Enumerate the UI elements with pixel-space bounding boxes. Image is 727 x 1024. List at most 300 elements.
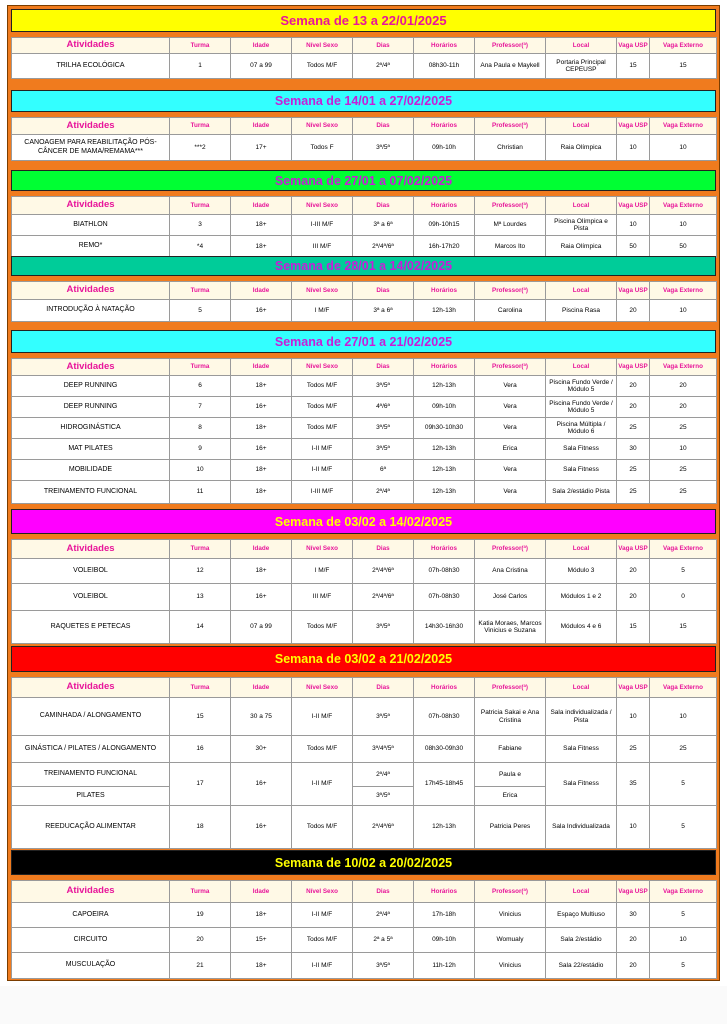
cell-nivel: Todos M/F	[292, 54, 353, 79]
table-row	[12, 559, 717, 584]
cell-vaga-externo: 25	[650, 460, 717, 481]
cell-vaga-externo: 15	[650, 611, 717, 644]
cell-vaga-usp: 15	[617, 611, 650, 644]
cell-atividade: HIDROGINÁSTICA	[12, 418, 170, 439]
table-row	[12, 376, 717, 397]
cell-idade: 18+	[231, 215, 292, 236]
column-header-vaga-externo: Vaga Externo	[650, 359, 717, 376]
cell-vaga-usp: 10	[617, 806, 650, 849]
cell-local: Sala Fitness	[546, 439, 617, 460]
column-header-turma: Turma	[170, 678, 231, 698]
activities-table	[11, 358, 717, 504]
column-header-turma: Turma	[170, 38, 231, 54]
cell-idade: 18+	[231, 236, 292, 258]
cell-nivel: I M/F	[292, 559, 353, 584]
cell-horarios: 17h-18h	[414, 903, 475, 928]
column-header-professor: Professor(ª)	[475, 540, 546, 559]
cell-local: Módulo 3	[546, 559, 617, 584]
cell-turma: 7	[170, 397, 231, 418]
cell-local: Raia Olímpica	[546, 135, 617, 161]
cell-turma: 5	[170, 300, 231, 322]
cell-turma: 9	[170, 439, 231, 460]
table-row	[12, 215, 717, 236]
column-header-idade: Idade	[231, 282, 292, 300]
cell-turma: 21	[170, 953, 231, 979]
cell-vaga-usp: 20	[617, 376, 650, 397]
cell-local: Sala 2/estádio Pista	[546, 481, 617, 504]
cell-turma: *4	[170, 236, 231, 258]
table-row	[12, 611, 717, 644]
table-row	[12, 928, 717, 953]
cell-local: Módulos 4 e 6	[546, 611, 617, 644]
column-header-atividades: Atividades	[12, 881, 170, 903]
column-header-vaga-externo: Vaga Externo	[650, 678, 717, 698]
table-header-row	[12, 282, 717, 300]
cell-local: Módulos 1 e 2	[546, 584, 617, 611]
cell-professor: Vera	[475, 460, 546, 481]
column-header-vaga-usp: Vaga USP	[617, 678, 650, 698]
cell-atividade: CIRCUITO	[12, 928, 170, 953]
column-header-vaga-usp: Vaga USP	[617, 881, 650, 903]
cell-vaga-externo: 25	[650, 481, 717, 504]
cell-dias: 3ª/4ª/5ª	[353, 736, 414, 763]
table-row	[12, 300, 717, 322]
cell-vaga-usp: 25	[617, 460, 650, 481]
cell-professor: Vera	[475, 418, 546, 439]
cell-nivel: Todos M/F	[292, 397, 353, 418]
cell-professor-2: Erica	[475, 787, 546, 806]
cell-vaga-externo: 10	[650, 698, 717, 736]
column-header-horarios: Horários	[414, 38, 475, 54]
cell-idade: 16+	[231, 584, 292, 611]
column-header-horarios: Horários	[414, 197, 475, 215]
cell-vaga-usp: 25	[617, 481, 650, 504]
column-header-atividades: Atividades	[12, 359, 170, 376]
cell-dias: 3ª a 6ª	[353, 300, 414, 322]
cell-professor: Vinicius	[475, 903, 546, 928]
table-row	[12, 135, 717, 161]
cell-atividade: DEEP RUNNING	[12, 376, 170, 397]
cell-vaga-externo: 15	[650, 54, 717, 79]
column-header-vaga-externo: Vaga Externo	[650, 881, 717, 903]
cell-dias: 3ª/5ª	[353, 439, 414, 460]
column-header-professor: Professor(ª)	[475, 282, 546, 300]
cell-atividade: REEDUCAÇÃO ALIMENTAR	[12, 806, 170, 849]
cell-atividade: CANOAGEM PARA REABILITAÇÃO PÓS-CÂNCER DE MAMA/REMAMA***	[12, 135, 170, 161]
week-title: Semana de 28/01 a 14/02/2025	[11, 256, 716, 276]
column-header-dias: Dias	[353, 540, 414, 559]
cell-local: Sala Fitness	[546, 736, 617, 763]
column-header-idade: Idade	[231, 38, 292, 54]
column-header-vaga-externo: Vaga Externo	[650, 197, 717, 215]
cell-vaga-usp: 30	[617, 903, 650, 928]
cell-nivel: III M/F	[292, 584, 353, 611]
cell-local: Piscina Fundo Verde / Módulo 5	[546, 397, 617, 418]
table-row	[12, 54, 717, 79]
cell-horarios: 16h-17h20	[414, 236, 475, 258]
cell-horarios: 07h-08h30	[414, 584, 475, 611]
cell-vaga-externo: 10	[650, 135, 717, 161]
cell-professor: Erica	[475, 439, 546, 460]
column-header-atividades: Atividades	[12, 540, 170, 559]
cell-idade: 18+	[231, 376, 292, 397]
week-title: Semana de 27/01 a 21/02/2025	[11, 330, 716, 353]
cell-vaga-usp: 20	[617, 559, 650, 584]
column-header-professor: Professor(ª)	[475, 678, 546, 698]
cell-nivel: I-III M/F	[292, 481, 353, 504]
column-header-vaga-usp: Vaga USP	[617, 359, 650, 376]
cell-dias: 6ª	[353, 460, 414, 481]
cell-idade: 18+	[231, 953, 292, 979]
activities-table	[11, 281, 717, 322]
cell-atividade: DEEP RUNNING	[12, 397, 170, 418]
cell-horarios: 08h30-09h30	[414, 736, 475, 763]
cell-local: Espaço Multiuso	[546, 903, 617, 928]
column-header-vaga-usp: Vaga USP	[617, 38, 650, 54]
cell-turma: 19	[170, 903, 231, 928]
cell-dias: 3ª/5ª	[353, 376, 414, 397]
cell-dias: 2ª/4ª	[353, 54, 414, 79]
cell-vaga-externo: 10	[650, 215, 717, 236]
cell-dias: 2ª/4ª	[353, 903, 414, 928]
cell-vaga-usp: 20	[617, 953, 650, 979]
cell-horarios: 12h-13h	[414, 300, 475, 322]
cell-professor: Patricia Sakai e Ana Cristina	[475, 698, 546, 736]
cell-turma: 10	[170, 460, 231, 481]
cell-turma: 11	[170, 481, 231, 504]
column-header-turma: Turma	[170, 540, 231, 559]
column-header-nivel: Nível Sexo	[292, 118, 353, 135]
cell-dias: 2ª/4ª/6ª	[353, 236, 414, 258]
cell-local: Sala individualizada / Pista	[546, 698, 617, 736]
column-header-nivel: Nível Sexo	[292, 678, 353, 698]
cell-nivel: Todos F	[292, 135, 353, 161]
cell-idade: 17+	[231, 135, 292, 161]
cell-dias: 3ª/5ª	[353, 953, 414, 979]
cell-vaga-usp: 10	[617, 698, 650, 736]
cell-vaga-usp: 15	[617, 54, 650, 79]
table-row	[12, 736, 717, 763]
cell-professor: Vera	[475, 397, 546, 418]
cell-vaga-usp: 25	[617, 736, 650, 763]
cell-idade: 18+	[231, 460, 292, 481]
table-row	[12, 903, 717, 928]
table-row	[12, 953, 717, 979]
cell-vaga-externo: 20	[650, 397, 717, 418]
cell-dias: 3ª/5ª	[353, 698, 414, 736]
table-header-row	[12, 359, 717, 376]
cell-atividade: TREINAMENTO FUNCIONAL	[12, 763, 170, 787]
cell-professor: Vinicius	[475, 953, 546, 979]
cell-vaga-externo: 25	[650, 736, 717, 763]
column-header-nivel: Nível Sexo	[292, 282, 353, 300]
cell-idade: 16+	[231, 439, 292, 460]
table-header-row	[12, 38, 717, 54]
cell-professor: Ana Cristina	[475, 559, 546, 584]
column-header-vaga-externo: Vaga Externo	[650, 38, 717, 54]
cell-vaga-usp: 20	[617, 584, 650, 611]
cell-dias: 3ª/5ª	[353, 418, 414, 439]
cell-idade: 07 a 99	[231, 54, 292, 79]
column-header-local: Local	[546, 359, 617, 376]
cell-vaga-externo: 10	[650, 928, 717, 953]
column-header-professor: Professor(ª)	[475, 197, 546, 215]
cell-turma: ***2	[170, 135, 231, 161]
column-header-nivel: Nível Sexo	[292, 881, 353, 903]
column-header-horarios: Horários	[414, 118, 475, 135]
cell-atividade: RAQUETES E PETECAS	[12, 611, 170, 644]
cell-turma: 12	[170, 559, 231, 584]
table-row	[12, 763, 717, 787]
cell-idade: 30 a 75	[231, 698, 292, 736]
table-row	[12, 584, 717, 611]
cell-professor: Carolina	[475, 300, 546, 322]
cell-atividade: CAMINHADA / ALONGAMENTO	[12, 698, 170, 736]
column-header-horarios: Horários	[414, 359, 475, 376]
week-title: Semana de 27/01 a 07/02/2025	[11, 170, 716, 191]
cell-local: Raia Olímpica	[546, 236, 617, 258]
column-header-turma: Turma	[170, 282, 231, 300]
cell-professor: Christian	[475, 135, 546, 161]
cell-horarios: 12h-13h	[414, 481, 475, 504]
table-row	[12, 418, 717, 439]
column-header-vaga-externo: Vaga Externo	[650, 540, 717, 559]
cell-turma: 6	[170, 376, 231, 397]
cell-idade: 18+	[231, 481, 292, 504]
cell-turma: 16	[170, 736, 231, 763]
table-row	[12, 698, 717, 736]
cell-dias: 2ª/4ª/6ª	[353, 806, 414, 849]
cell-horarios: 08h30-11h	[414, 54, 475, 79]
table-row	[12, 439, 717, 460]
activities-table	[11, 677, 717, 849]
column-header-professor: Professor(ª)	[475, 118, 546, 135]
column-header-horarios: Horários	[414, 678, 475, 698]
cell-vaga-usp: 20	[617, 397, 650, 418]
cell-vaga-externo: 5	[650, 559, 717, 584]
cell-dias: 2ª/4ª/6ª	[353, 559, 414, 584]
column-header-turma: Turma	[170, 359, 231, 376]
cell-vaga-externo: 25	[650, 418, 717, 439]
cell-dias: 2ª/4ª	[353, 763, 414, 787]
cell-nivel: Todos M/F	[292, 928, 353, 953]
activities-table	[11, 539, 717, 644]
cell-vaga-externo: 0	[650, 584, 717, 611]
cell-professor: Katia Moraes, Marcos Vinicius e Suzana	[475, 611, 546, 644]
cell-professor: José Carlos	[475, 584, 546, 611]
cell-vaga-externo: 5	[650, 903, 717, 928]
cell-vaga-usp: 25	[617, 418, 650, 439]
cell-professor: Vera	[475, 481, 546, 504]
cell-dias: 3ª/5ª	[353, 611, 414, 644]
cell-nivel: I M/F	[292, 300, 353, 322]
cell-local: Piscina Rasa	[546, 300, 617, 322]
column-header-atividades: Atividades	[12, 282, 170, 300]
table-row	[12, 806, 717, 849]
cell-professor: Paula e	[475, 763, 546, 787]
cell-local: Portaria Principal CEPEUSP	[546, 54, 617, 79]
table-header-row	[12, 540, 717, 559]
cell-local: Sala Fitness	[546, 460, 617, 481]
column-header-local: Local	[546, 282, 617, 300]
table-header-row	[12, 678, 717, 698]
cell-horarios: 12h-13h	[414, 376, 475, 397]
cell-turma: 15	[170, 698, 231, 736]
cell-nivel: I-II M/F	[292, 953, 353, 979]
cell-horarios: 07h-08h30	[414, 559, 475, 584]
week-title: Semana de 10/02 a 20/02/2025	[11, 850, 716, 875]
week-title: Semana de 03/02 a 14/02/2025	[11, 509, 716, 534]
cell-atividade: GINÁSTICA / PILATES / ALONGAMENTO	[12, 736, 170, 763]
column-header-idade: Idade	[231, 678, 292, 698]
column-header-idade: Idade	[231, 197, 292, 215]
column-header-dias: Dias	[353, 118, 414, 135]
cell-vaga-usp: 35	[617, 763, 650, 806]
cell-professor: Marcos Ito	[475, 236, 546, 258]
cell-turma: 18	[170, 806, 231, 849]
cell-atividade: MUSCULAÇÃO	[12, 953, 170, 979]
cell-horarios: 09h-10h15	[414, 215, 475, 236]
cell-vaga-usp: 20	[617, 928, 650, 953]
column-header-local: Local	[546, 118, 617, 135]
column-header-dias: Dias	[353, 881, 414, 903]
column-header-dias: Dias	[353, 38, 414, 54]
table-row	[12, 481, 717, 504]
cell-vaga-externo: 10	[650, 439, 717, 460]
cell-dias: 2ª/4ª	[353, 481, 414, 504]
cell-vaga-externo: 50	[650, 236, 717, 258]
cell-atividade: TREINAMENTO FUNCIONAL	[12, 481, 170, 504]
cell-local: Piscina Olímpica e Pista	[546, 215, 617, 236]
cell-nivel: I-II M/F	[292, 763, 353, 806]
column-header-vaga-usp: Vaga USP	[617, 282, 650, 300]
cell-idade: 18+	[231, 559, 292, 584]
cell-idade: 07 a 99	[231, 611, 292, 644]
column-header-idade: Idade	[231, 118, 292, 135]
column-header-idade: Idade	[231, 359, 292, 376]
cell-nivel: Todos M/F	[292, 611, 353, 644]
cell-horarios: 09h-10h	[414, 397, 475, 418]
cell-idade: 18+	[231, 418, 292, 439]
cell-idade: 30+	[231, 736, 292, 763]
cell-horarios: 09h-10h	[414, 135, 475, 161]
cell-atividade: VOLEIBOL	[12, 559, 170, 584]
cell-dias: 2ª/4ª/6ª	[353, 584, 414, 611]
cell-idade: 18+	[231, 903, 292, 928]
column-header-vaga-usp: Vaga USP	[617, 118, 650, 135]
cell-nivel: I-III M/F	[292, 215, 353, 236]
cell-dias: 4ª/6ª	[353, 397, 414, 418]
cell-vaga-usp: 10	[617, 135, 650, 161]
column-header-vaga-usp: Vaga USP	[617, 197, 650, 215]
column-header-horarios: Horários	[414, 881, 475, 903]
cell-horarios: 07h-08h30	[414, 698, 475, 736]
cell-nivel: III M/F	[292, 236, 353, 258]
table-header-row	[12, 197, 717, 215]
cell-vaga-externo: 10	[650, 300, 717, 322]
cell-turma: 17	[170, 763, 231, 806]
week-title: Semana de 14/01 a 27/02/2025	[11, 90, 716, 112]
cell-professor: Womualy	[475, 928, 546, 953]
cell-local: Sala Individualizada	[546, 806, 617, 849]
cell-idade: 15+	[231, 928, 292, 953]
cell-nivel: I-II M/F	[292, 439, 353, 460]
column-header-nivel: Nível Sexo	[292, 197, 353, 215]
table-header-row	[12, 118, 717, 135]
column-header-dias: Dias	[353, 197, 414, 215]
cell-professor: Fabiane	[475, 736, 546, 763]
cell-horarios: 12h-13h	[414, 460, 475, 481]
table-row	[12, 460, 717, 481]
column-header-professor: Professor(ª)	[475, 881, 546, 903]
cell-nivel: Todos M/F	[292, 806, 353, 849]
cell-idade: 16+	[231, 806, 292, 849]
cell-idade: 16+	[231, 300, 292, 322]
cell-local: Piscina Fundo Verde / Módulo 5	[546, 376, 617, 397]
cell-turma: 1	[170, 54, 231, 79]
cell-vaga-usp: 50	[617, 236, 650, 258]
cell-vaga-externo: 5	[650, 953, 717, 979]
column-header-local: Local	[546, 197, 617, 215]
column-header-idade: Idade	[231, 881, 292, 903]
column-header-horarios: Horários	[414, 282, 475, 300]
column-header-local: Local	[546, 678, 617, 698]
cell-turma: 20	[170, 928, 231, 953]
column-header-nivel: Nível Sexo	[292, 38, 353, 54]
column-header-nivel: Nível Sexo	[292, 359, 353, 376]
cell-horarios: 09h30-10h30	[414, 418, 475, 439]
column-header-nivel: Nível Sexo	[292, 540, 353, 559]
cell-atividade-2: PILATES	[12, 787, 170, 806]
cell-horarios: 11h-12h	[414, 953, 475, 979]
cell-atividade: CAPOEIRA	[12, 903, 170, 928]
column-header-local: Local	[546, 540, 617, 559]
cell-atividade: MOBILIDADE	[12, 460, 170, 481]
cell-vaga-externo: 20	[650, 376, 717, 397]
cell-nivel: Todos M/F	[292, 418, 353, 439]
cell-idade: 16+	[231, 763, 292, 806]
cell-atividade: REMO*	[12, 236, 170, 258]
activities-table	[11, 196, 717, 258]
cell-vaga-usp: 10	[617, 215, 650, 236]
column-header-turma: Turma	[170, 881, 231, 903]
cell-nivel: Todos M/F	[292, 736, 353, 763]
column-header-professor: Professor(ª)	[475, 359, 546, 376]
column-header-atividades: Atividades	[12, 197, 170, 215]
cell-horarios: 17h45-18h45	[414, 763, 475, 806]
column-header-dias: Dias	[353, 359, 414, 376]
cell-horarios: 14h30-16h30	[414, 611, 475, 644]
cell-atividade: INTRODUÇÃO À NATAÇÃO	[12, 300, 170, 322]
activities-table	[11, 37, 717, 79]
table-row	[12, 397, 717, 418]
cell-atividade: BIATHLON	[12, 215, 170, 236]
week-title: Semana de 13 a 22/01/2025	[11, 9, 716, 32]
cell-dias-2: 3ª/5ª	[353, 787, 414, 806]
cell-turma: 3	[170, 215, 231, 236]
cell-dias: 2ª a 5ª	[353, 928, 414, 953]
cell-atividade: MAT PILATES	[12, 439, 170, 460]
cell-local: Piscina Múltipla / Módulo 6	[546, 418, 617, 439]
column-header-dias: Dias	[353, 678, 414, 698]
cell-local: Sala 2/estádio	[546, 928, 617, 953]
cell-turma: 8	[170, 418, 231, 439]
cell-horarios: 12h-13h	[414, 806, 475, 849]
cell-professor: Ana Paula e Maykell	[475, 54, 546, 79]
cell-nivel: I-II M/F	[292, 903, 353, 928]
cell-professor: Patricia Peres	[475, 806, 546, 849]
cell-turma: 14	[170, 611, 231, 644]
